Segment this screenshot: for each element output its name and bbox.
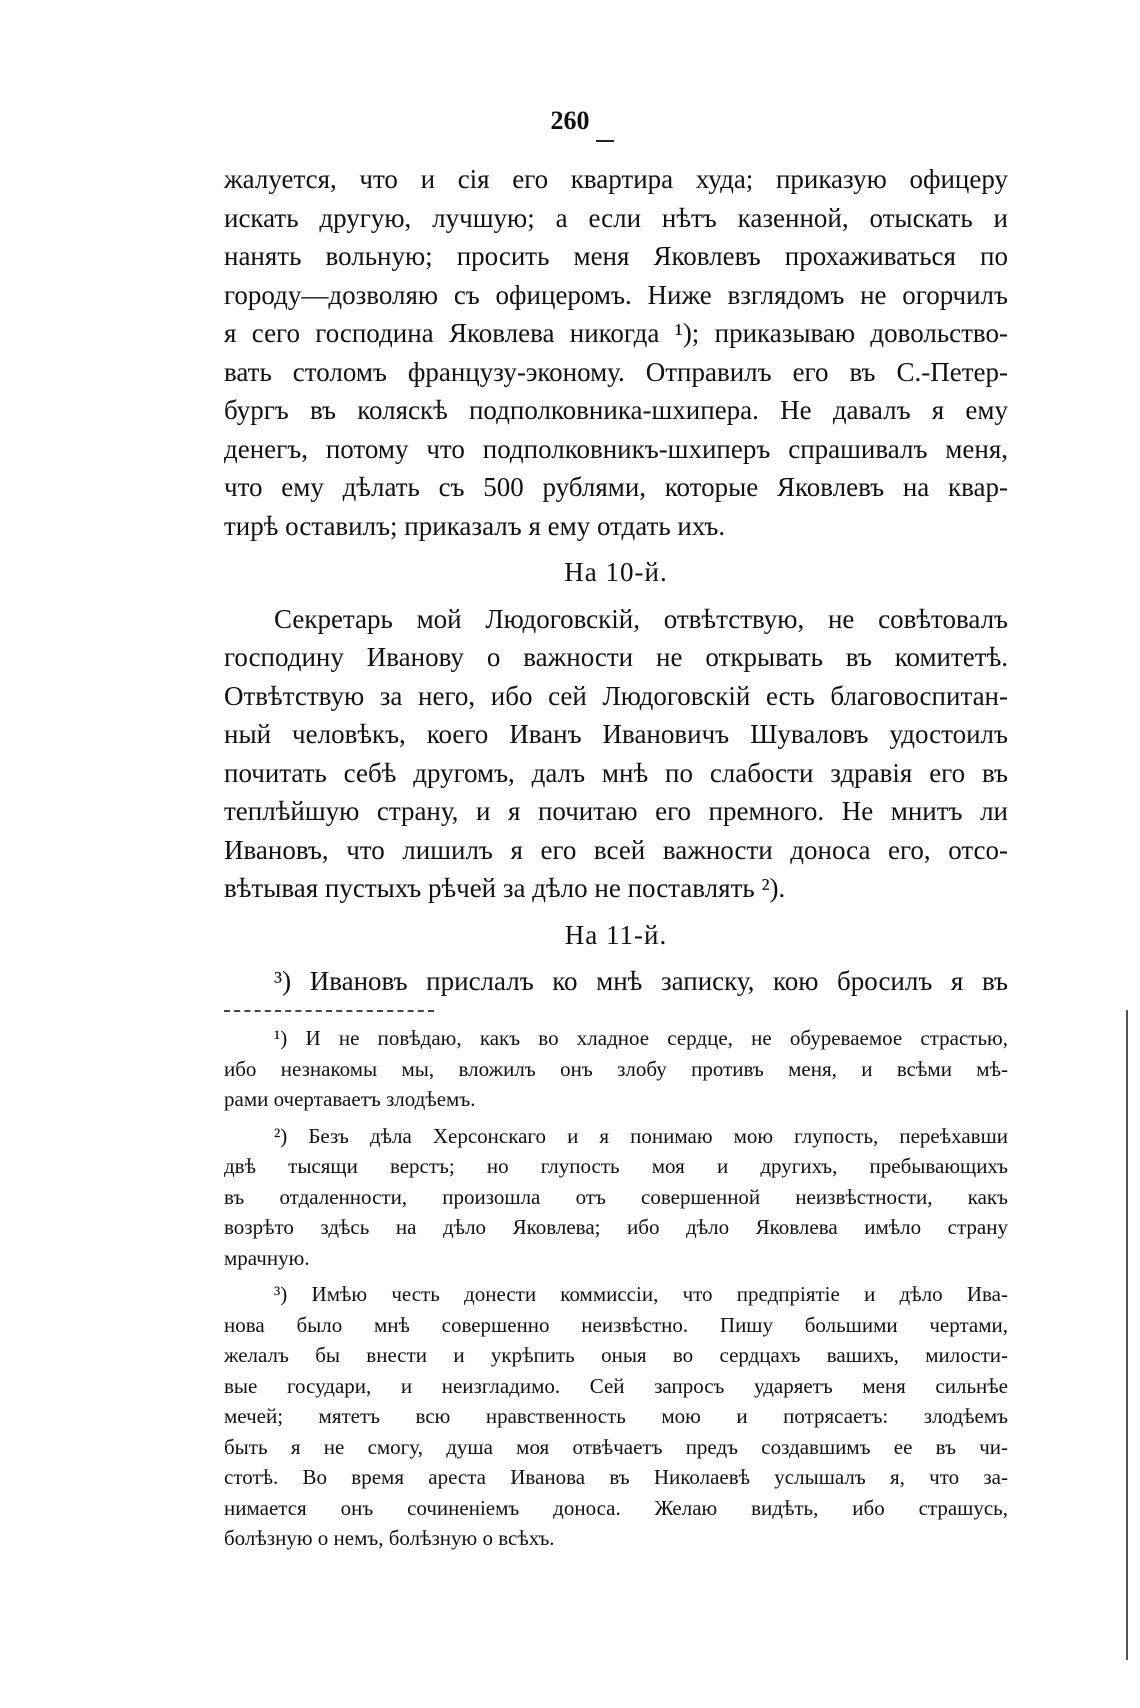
- footnote-line: въ отдаленности, произошла отъ совершенной неизвѣстности, какъ: [224, 1184, 1008, 1209]
- footnote-line: рами очертаваетъ злодѣемъ.: [224, 1087, 476, 1111]
- text-line: бургъ въ коляскѣ подполковника-шхипера. Не давалъ я ему: [224, 395, 1008, 425]
- section-heading-10: На 10-й.: [564, 557, 668, 587]
- text-line: денегъ, потому что подполковникъ-шхиперъ спрашивалъ меня,: [224, 433, 1008, 464]
- footnote-line: быть я не смогу, душа моя отвѣчаетъ предъ создавшимъ ее въ чи-: [224, 1434, 1008, 1459]
- text-line: тирѣ оставилъ; приказалъ я ему отдать ихъ.: [224, 510, 726, 541]
- footnote-line: ³) Имѣю честь донести коммиссіи, что предпріятіе и дѣло Ива-: [274, 1282, 1008, 1306]
- footnote-line: болѣзную о немъ, болѣзную о всѣхъ.: [224, 1526, 555, 1550]
- paragraph-3: [224, 962, 1008, 1001]
- text-line: ³) Ивановъ прислалъ ко мнѣ записку, кою бросилъ я въ: [274, 966, 1008, 996]
- text-line: что ему дѣлать съ 500 рублями, которые Яковлевъ на квар-: [224, 472, 1008, 502]
- footnote-line: желалъ бы внести и укрѣпить оныя во сердцахъ вашихъ, милости-: [224, 1343, 1008, 1367]
- paragraph-2: [224, 600, 1008, 908]
- text-line: Секретарь мой Людоговскій, отвѣтствую, не совѣтовалъ: [274, 603, 1008, 634]
- footnote-line: ¹) И не повѣдаю, какъ во хладное сердце, не обуреваемое страстью,: [274, 1026, 1008, 1050]
- main-text: [224, 160, 1008, 1001]
- footnote-line: ²) Безъ дѣла Херсонскаго и я понимаю мою глупость, переѣхавши: [274, 1123, 1008, 1148]
- text-line: жалуется, что и сія его квартира худа; приказую офицеру: [224, 164, 1008, 194]
- text-line: городу—дозволяю съ офицеромъ. Ниже взглядомъ не огорчилъ: [224, 279, 1008, 310]
- footnote-separator: [224, 1010, 434, 1012]
- text-line: почитать себѣ другомъ, далъ мнѣ по слабости здравія его въ: [224, 757, 1008, 788]
- text-line: теплѣйшую страну, и я почитаю его премного. Не мнитъ ли: [224, 796, 1008, 826]
- text-line: вѣтывая пустыхъ рѣчей за дѣло не поставлять ²).: [224, 873, 786, 903]
- paragraph-1: [224, 160, 1008, 545]
- footnote-line: мечей; мятетъ всю нравственность мою и потрясаетъ: злодѣемъ: [224, 1404, 1008, 1428]
- page-number-underline: [596, 140, 614, 142]
- footnote-line: мрачную.: [224, 1245, 310, 1270]
- text-line: Ивановъ, что лишилъ я его всей важности доноса его, отсо-: [224, 834, 1008, 865]
- text-line: искать другую, лучшую; а если нѣтъ казенной, отыскать и: [224, 202, 1008, 233]
- text-line: нанять вольную; просить меня Яковлевъ прохаживаться по: [224, 241, 1008, 271]
- footnote-line: стотѣ. Во время ареста Иванова въ Николаевѣ услышалъ я, что за-: [224, 1465, 1008, 1489]
- page-edge-line: [1126, 1010, 1128, 1660]
- text-line: Отвѣтствую за него, ибо сей Людоговскій есть благовоспитан-: [224, 680, 1008, 711]
- footnote-line: вые государи, и неизгладимо. Сей запросъ ударяетъ меня сильнѣе: [224, 1373, 1008, 1398]
- footnote-line: ибо незнакомы мы, вложилъ онъ злобу противъ меня, и всѣми мѣ-: [224, 1056, 1008, 1081]
- text-line: я сего господина Яковлева никогда ¹); приказываю довольство-: [224, 318, 1008, 348]
- footnote-1: [224, 1023, 1008, 1115]
- footnote-line: возрѣто здѣсь на дѣло Яковлева; ибо дѣло Яковлева имѣло страну: [224, 1215, 1008, 1239]
- footnote-3: [224, 1279, 1008, 1554]
- text-line: господину Иванову о важности не открывать въ комитетѣ.: [224, 642, 1008, 672]
- footnote-2: [224, 1121, 1008, 1274]
- footnotes: [224, 1023, 1008, 1554]
- footnote-line: нимается онъ сочиненіемъ доноса. Желаю видѣть, ибо страшусь,: [224, 1495, 1008, 1520]
- footnote-line: двѣ тысящи верстъ; но глупость моя и другихъ, пребывающихъ: [224, 1154, 1008, 1178]
- text-line: ный человѣкъ, коего Иванъ Ивановичъ Шуваловъ удостоилъ: [224, 719, 1008, 749]
- footnote-line: нова было мнѣ совершенно неизвѣстно. Пишу большими чертами,: [224, 1312, 1008, 1337]
- text-line: вать столомъ французу-эконому. Отправилъ его въ С.-Петер-: [224, 356, 1008, 387]
- section-heading-11: На 11-й.: [564, 919, 668, 950]
- page-number: 260: [550, 106, 590, 135]
